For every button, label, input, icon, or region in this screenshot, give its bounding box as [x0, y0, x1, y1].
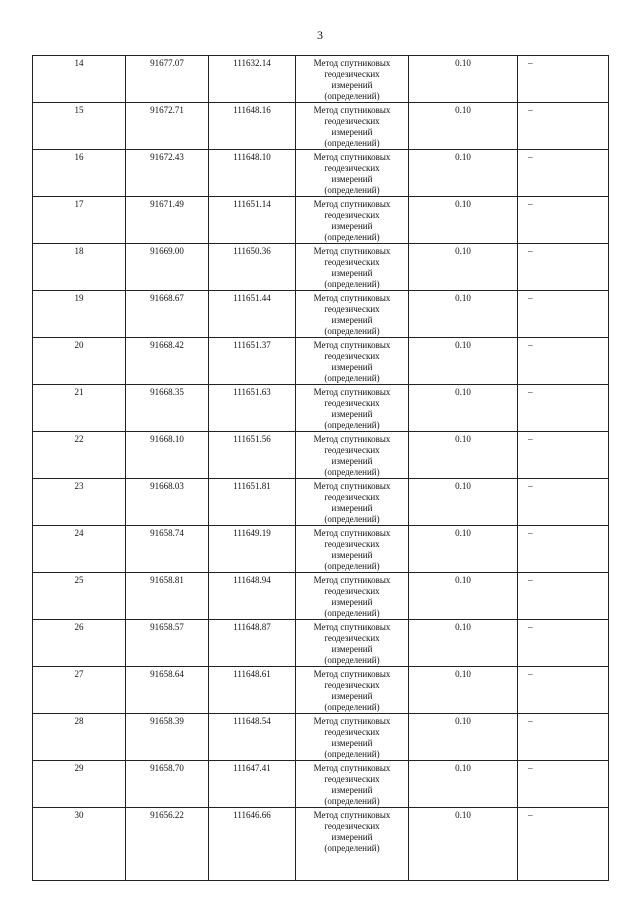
accuracy-cell: 0.10 — [409, 808, 518, 881]
y-coordinate-cell: 111651.44 — [209, 291, 296, 338]
method-line: Метод спутниковых — [313, 575, 391, 585]
point-number-cell: 16 — [33, 150, 126, 197]
method-cell — [296, 291, 409, 338]
page-number: 3 — [317, 28, 323, 42]
accuracy-cell: 0.10 — [409, 432, 518, 479]
y-coordinate-cell: 111646.66 — [209, 808, 296, 881]
y-coordinate-cell: 111651.56 — [209, 432, 296, 479]
table-row — [33, 150, 609, 197]
y-coordinate-cell: 111648.94 — [209, 573, 296, 620]
method-cell — [296, 761, 409, 808]
y-coordinate-cell: 111648.87 — [209, 620, 296, 667]
method-cell — [296, 385, 409, 432]
point-number-cell: 28 — [33, 714, 126, 761]
y-coordinate-cell: 111647.41 — [209, 761, 296, 808]
x-coordinate-cell: 91656.22 — [126, 808, 209, 881]
method-cell — [296, 197, 409, 244]
table-row — [33, 479, 609, 526]
method-line: Метод спутниковых — [313, 716, 391, 726]
accuracy-cell: 0.10 — [409, 761, 518, 808]
method-line: Метод спутниковых — [313, 763, 391, 773]
method-line: геодезических — [324, 351, 380, 361]
method-line: геодезических — [324, 821, 380, 831]
method-line: Метод спутниковых — [313, 481, 391, 491]
method-cell — [296, 479, 409, 526]
method-cell — [296, 338, 409, 385]
table-row — [33, 620, 609, 667]
accuracy-cell: 0.10 — [409, 479, 518, 526]
description-cell: – — [518, 526, 609, 573]
method-line: (определений) — [324, 91, 380, 101]
description-cell: – — [518, 197, 609, 244]
method-line: Метод спутниковых — [313, 810, 391, 820]
method-line: измерений — [331, 503, 373, 513]
accuracy-cell: 0.10 — [409, 573, 518, 620]
method-line: измерений — [331, 691, 373, 701]
method-line: (определений) — [324, 373, 380, 383]
y-coordinate-cell: 111648.10 — [209, 150, 296, 197]
method-line: измерений — [331, 644, 373, 654]
point-number-cell: 21 — [33, 385, 126, 432]
x-coordinate-cell: 91658.39 — [126, 714, 209, 761]
y-coordinate-cell: 111648.16 — [209, 103, 296, 150]
method-line: (определений) — [324, 420, 380, 430]
table-row — [33, 667, 609, 714]
method-line: Метод спутниковых — [313, 152, 391, 162]
y-coordinate-cell: 111651.14 — [209, 197, 296, 244]
method-line: (определений) — [324, 326, 380, 336]
method-line: измерений — [331, 80, 373, 90]
method-line: (определений) — [324, 749, 380, 759]
method-line: геодезических — [324, 539, 380, 549]
method-cell — [296, 667, 409, 714]
point-number-cell: 20 — [33, 338, 126, 385]
method-line: измерений — [331, 456, 373, 466]
method-line: Метод спутниковых — [313, 246, 391, 256]
x-coordinate-cell: 91668.10 — [126, 432, 209, 479]
accuracy-cell: 0.10 — [409, 714, 518, 761]
point-number-cell: 17 — [33, 197, 126, 244]
point-number-cell: 25 — [33, 573, 126, 620]
method-line: Метод спутниковых — [313, 528, 391, 538]
method-line: измерений — [331, 738, 373, 748]
method-line: (определений) — [324, 702, 380, 712]
accuracy-cell: 0.10 — [409, 667, 518, 714]
x-coordinate-cell: 91658.64 — [126, 667, 209, 714]
method-line: Метод спутниковых — [313, 387, 391, 397]
method-line: измерений — [331, 550, 373, 560]
point-number-cell: 30 — [33, 808, 126, 881]
point-number-cell: 24 — [33, 526, 126, 573]
method-line: (определений) — [324, 138, 380, 148]
method-cell — [296, 150, 409, 197]
x-coordinate-cell: 91677.07 — [126, 56, 209, 103]
description-cell: – — [518, 714, 609, 761]
table-row — [33, 573, 609, 620]
y-coordinate-cell: 111649.19 — [209, 526, 296, 573]
method-line: геодезических — [324, 727, 380, 737]
method-line: Метод спутниковых — [313, 622, 391, 632]
method-cell — [296, 103, 409, 150]
method-cell — [296, 526, 409, 573]
method-cell — [296, 244, 409, 291]
method-line: Метод спутниковых — [313, 105, 391, 115]
method-line: (определений) — [324, 185, 380, 195]
x-coordinate-cell: 91658.81 — [126, 573, 209, 620]
description-cell: – — [518, 808, 609, 881]
method-line: Метод спутниковых — [313, 293, 391, 303]
method-line: геодезических — [324, 116, 380, 126]
table-row — [33, 244, 609, 291]
y-coordinate-cell: 111648.54 — [209, 714, 296, 761]
y-coordinate-cell: 111651.63 — [209, 385, 296, 432]
table-row — [33, 385, 609, 432]
method-cell — [296, 714, 409, 761]
description-cell: – — [518, 338, 609, 385]
method-cell — [296, 56, 409, 103]
method-line: измерений — [331, 832, 373, 842]
method-line: измерений — [331, 362, 373, 372]
description-cell: – — [518, 244, 609, 291]
description-cell: – — [518, 56, 609, 103]
description-cell: – — [518, 150, 609, 197]
method-line: геодезических — [324, 492, 380, 502]
point-number-cell: 15 — [33, 103, 126, 150]
method-line: измерений — [331, 597, 373, 607]
description-cell: – — [518, 103, 609, 150]
point-number-cell: 14 — [33, 56, 126, 103]
x-coordinate-cell: 91672.71 — [126, 103, 209, 150]
method-line: геодезических — [324, 210, 380, 220]
x-coordinate-cell: 91668.42 — [126, 338, 209, 385]
accuracy-cell: 0.10 — [409, 291, 518, 338]
description-cell: – — [518, 432, 609, 479]
y-coordinate-cell: 111651.37 — [209, 338, 296, 385]
y-coordinate-cell: 111632.14 — [209, 56, 296, 103]
accuracy-cell: 0.10 — [409, 56, 518, 103]
table-row — [33, 197, 609, 244]
method-line: измерений — [331, 127, 373, 137]
method-line: (определений) — [324, 843, 380, 853]
point-number-cell: 22 — [33, 432, 126, 479]
method-line: геодезических — [324, 680, 380, 690]
method-line: геодезических — [324, 774, 380, 784]
x-coordinate-cell: 91658.57 — [126, 620, 209, 667]
method-line: Метод спутниковых — [313, 199, 391, 209]
coordinates-table — [32, 55, 609, 881]
y-coordinate-cell: 111650.36 — [209, 244, 296, 291]
method-line: измерений — [331, 174, 373, 184]
point-number-cell: 27 — [33, 667, 126, 714]
description-cell: – — [518, 573, 609, 620]
accuracy-cell: 0.10 — [409, 197, 518, 244]
method-line: геодезических — [324, 257, 380, 267]
method-cell — [296, 620, 409, 667]
table-row — [33, 338, 609, 385]
table-row — [33, 291, 609, 338]
accuracy-cell: 0.10 — [409, 526, 518, 573]
method-line: (определений) — [324, 514, 380, 524]
method-line: Метод спутниковых — [313, 340, 391, 350]
point-number-cell: 18 — [33, 244, 126, 291]
accuracy-cell: 0.10 — [409, 244, 518, 291]
method-line: (определений) — [324, 655, 380, 665]
method-line: Метод спутниковых — [313, 58, 391, 68]
accuracy-cell: 0.10 — [409, 338, 518, 385]
x-coordinate-cell: 91658.70 — [126, 761, 209, 808]
method-line: (определений) — [324, 796, 380, 806]
method-cell — [296, 432, 409, 479]
method-line: измерений — [331, 221, 373, 231]
accuracy-cell: 0.10 — [409, 385, 518, 432]
table-row — [33, 808, 609, 881]
method-line: геодезических — [324, 398, 380, 408]
description-cell: – — [518, 620, 609, 667]
x-coordinate-cell: 91658.74 — [126, 526, 209, 573]
accuracy-cell: 0.10 — [409, 620, 518, 667]
method-line: измерений — [331, 785, 373, 795]
x-coordinate-cell: 91668.03 — [126, 479, 209, 526]
point-number-cell: 26 — [33, 620, 126, 667]
accuracy-cell: 0.10 — [409, 150, 518, 197]
point-number-cell: 29 — [33, 761, 126, 808]
description-cell: – — [518, 667, 609, 714]
method-line: (определений) — [324, 467, 380, 477]
method-line: геодезических — [324, 633, 380, 643]
method-line: измерений — [331, 409, 373, 419]
description-cell: – — [518, 761, 609, 808]
method-cell — [296, 808, 409, 881]
method-line: измерений — [331, 315, 373, 325]
table-row — [33, 714, 609, 761]
method-line: (определений) — [324, 232, 380, 242]
table-row — [33, 761, 609, 808]
x-coordinate-cell: 91671.49 — [126, 197, 209, 244]
table-row — [33, 56, 609, 103]
table-row — [33, 432, 609, 479]
method-line: измерений — [331, 268, 373, 278]
x-coordinate-cell: 91672.43 — [126, 150, 209, 197]
method-line: геодезических — [324, 163, 380, 173]
method-line: Метод спутниковых — [313, 669, 391, 679]
description-cell: – — [518, 479, 609, 526]
accuracy-cell: 0.10 — [409, 103, 518, 150]
x-coordinate-cell: 91668.35 — [126, 385, 209, 432]
description-cell: – — [518, 385, 609, 432]
point-number-cell: 19 — [33, 291, 126, 338]
method-line: геодезических — [324, 445, 380, 455]
method-line: геодезических — [324, 69, 380, 79]
method-line: (определений) — [324, 279, 380, 289]
table-row — [33, 103, 609, 150]
description-cell: – — [518, 291, 609, 338]
method-line: (определений) — [324, 561, 380, 571]
method-line: геодезических — [324, 586, 380, 596]
point-number-cell: 23 — [33, 479, 126, 526]
method-cell — [296, 573, 409, 620]
y-coordinate-cell: 111651.81 — [209, 479, 296, 526]
table-row — [33, 526, 609, 573]
x-coordinate-cell: 91669.00 — [126, 244, 209, 291]
method-line: Метод спутниковых — [313, 434, 391, 444]
x-coordinate-cell: 91668.67 — [126, 291, 209, 338]
y-coordinate-cell: 111648.61 — [209, 667, 296, 714]
method-line: (определений) — [324, 608, 380, 618]
method-line: геодезических — [324, 304, 380, 314]
